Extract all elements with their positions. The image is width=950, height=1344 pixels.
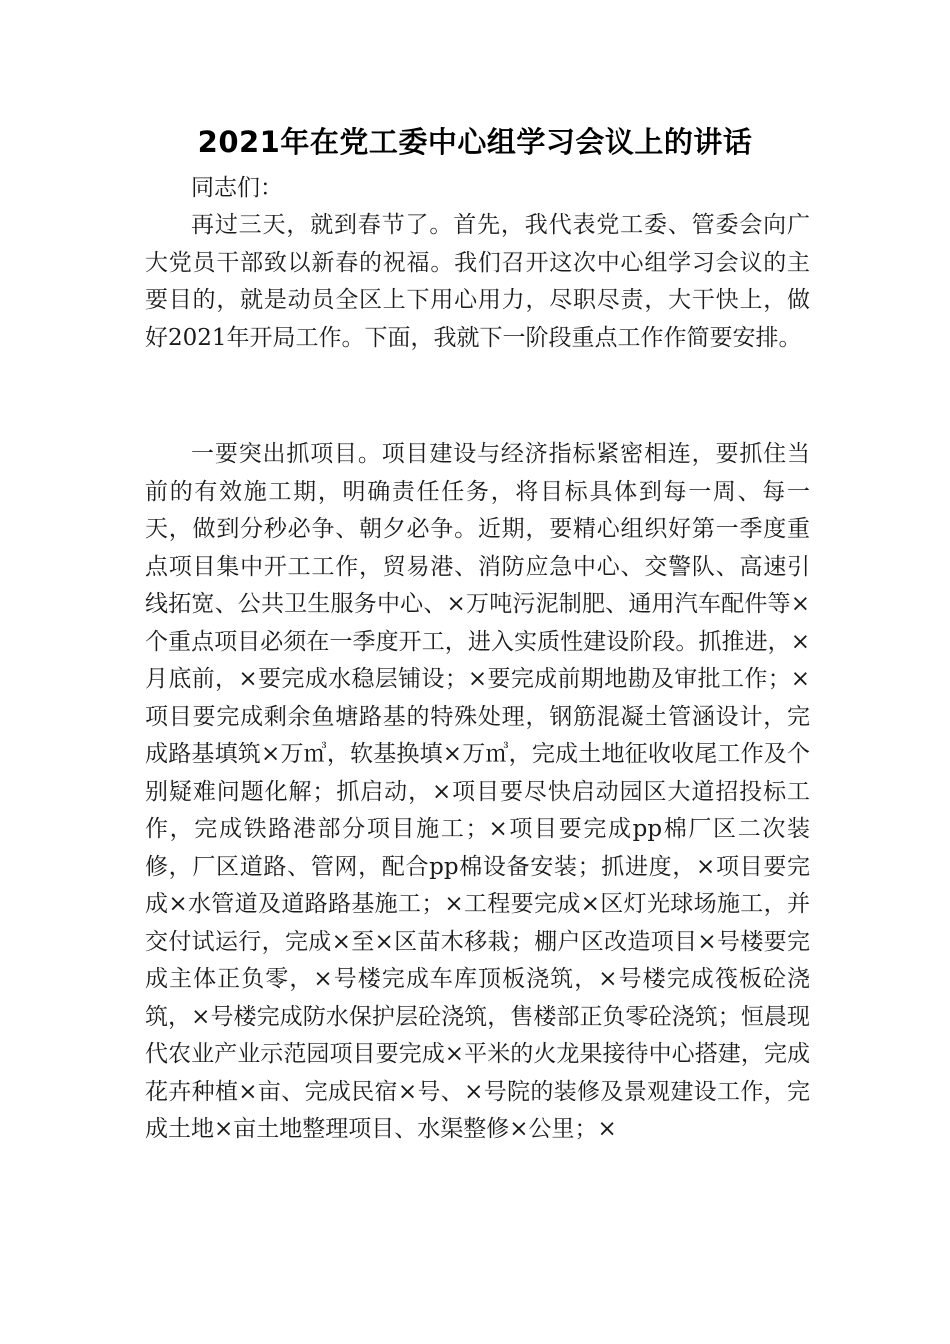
greeting-line: 同志们： [191,175,283,201]
paragraph-projects: 一要突出抓项目。项目建设与经济指标紧密相连，要抓住当前的有效施工期，明确责任任务，将目标具体到每一周、每一天，做到分秒必争、朝夕必争。近期，要精心组织好第一季度重点项目集中开工工作，贸易港、消防应急中心、交警队、高速引线拓宽、公共卫生服务中心、×万吨污泥制肥、通用汽车配件等×个重点项目必须在一季度开工，进入实质性建设阶段。抓推进，×月底前，×要完成水稳层铺设；×要完成前期地勘及审批工作；×项目要完成剩余鱼塘路基的特殊处理，钢筋混凝土管涵设计，完成路基填筑×万㎥，软基换填×万㎥，完成土地征收收尾工作及个别疑难问题化解；抓启动，×项目要尽快启动园区大道招投标工作，完成铁路港部分项目施工；×项目要完成pp棉厂区二次装修，厂区道路、管网，配合pp棉设备安装；抓进度，×项目要完成×水管道及道路路基施工；×工程要完成×区灯光球场施工，并交付试运行，完成×至×区苗木移栽；棚户区改造项目×号楼要完成主体正负零，×号楼完成车库顶板浇筑，×号楼完成筏板砼浇筑，×号楼完成防水保护层砼浇筑，售楼部正负零砼浇筑；恒晨现代农业产业示范园项目要完成×平米的火龙果接待中心搭建，完成花卉种植×亩、完成民宿×号、×号院的装修及景观建设工作，完成土地×亩土地整理项目、水渠整修×公里；× [145,441,810,1142]
paragraph-opening: 再过三天，就到春节了。首先，我代表党工委、管委会向广大党员干部致以新春的祝福。我们召开这次中心组学习会议的主要目的，就是动员全区上下用心用力，尽职尽责，大干快上，做好2021年开局工作。下面，我就下一阶段重点工作作简要安排。 [145,212,810,351]
document-title: 2021年在党工委中心组学习会议上的讲话 [197,125,753,159]
